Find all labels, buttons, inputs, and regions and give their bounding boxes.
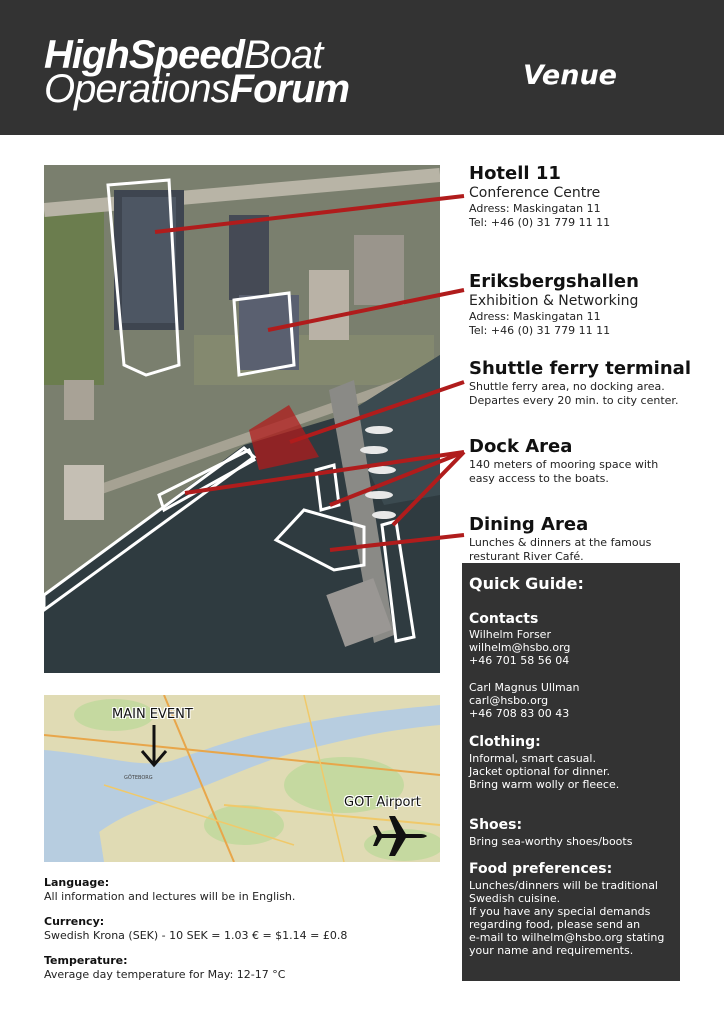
logo-word-operations: Operations <box>44 67 230 111</box>
venue-tel: Tel: +46 (0) 31 779 11 11 <box>469 324 611 337</box>
location-map <box>44 695 440 862</box>
venue-hotell <box>469 163 719 230</box>
contact-carl: Carl Magnus Ullman carl@hsbo.org +46 708 83 00 43 <box>469 681 580 720</box>
venue-title: Dining Area <box>469 514 589 535</box>
map-illustration <box>44 695 440 862</box>
pointer-ferry <box>290 382 464 442</box>
currency-text: Swedish Krona (SEK) - 10 SEK = 1.03 € = $1.14 = £0.8 <box>44 929 348 942</box>
venue-dining-area <box>469 514 719 564</box>
logo-word-highspeed: HighSpeed <box>44 33 244 77</box>
temperature-text: Average day temperature for May: 12-17 °C <box>44 968 286 981</box>
shoes-heading: Shoes: <box>469 817 523 833</box>
venue-title: Eriksbergshallen <box>469 271 639 292</box>
venue-title: Shuttle ferry terminal <box>469 358 691 379</box>
food-text: Lunches/dinners will be traditional Swedish cuisine. If you have any special demands regarding food, please send an e-mail to wilhelm@hsbo.org stating your name and requirements. <box>469 879 665 957</box>
pointer-eriksbergshallen <box>268 290 464 330</box>
language-heading: Language: <box>44 876 110 889</box>
venue-desc-line: resturant River Café. <box>469 550 584 563</box>
venue-tel: Tel: +46 (0) 31 779 11 11 <box>469 216 611 229</box>
venue-dock-area <box>469 436 719 486</box>
temperature-heading: Temperature: <box>44 954 128 967</box>
shoes-text: Bring sea-worthy shoes/boots <box>469 835 633 848</box>
venue-desc-line: Shuttle ferry area, no docking area. <box>469 380 665 393</box>
airport-label: GOT Airport <box>344 795 421 810</box>
language-text: All information and lectures will be in English. <box>44 890 296 903</box>
quick-guide-title: Quick Guide: <box>469 574 584 593</box>
section-title: Venue <box>523 60 617 91</box>
venue-title: Dock Area <box>469 436 573 457</box>
contact-wilhelm: Wilhelm Forser wilhelm@hsbo.org +46 701 58 56 04 <box>469 628 571 667</box>
venue-subtitle: Exhibition & Networking <box>469 293 639 309</box>
venue-desc-line: easy access to the boats. <box>469 472 609 485</box>
venue-desc-line: 140 meters of mooring space with <box>469 458 659 471</box>
pointer-dock-3 <box>393 452 464 525</box>
food-heading: Food preferences: <box>469 861 613 877</box>
venue-address: Adress: Maskingatan 11 <box>469 202 601 215</box>
logo-word-forum: Forum <box>229 67 350 111</box>
logo-word-boat: Boat <box>243 33 323 77</box>
venue-eriksbergshallen <box>469 271 719 338</box>
currency-heading: Currency: <box>44 915 105 928</box>
clothing-heading: Clothing: <box>469 734 541 750</box>
pointer-dining <box>330 535 464 550</box>
pointer-dock-1 <box>185 452 464 493</box>
clothing-text: Informal, smart casual. Jacket optional for dinner. Bring warm wolly or fleece. <box>469 752 620 791</box>
main-event-label: MAIN EVENT <box>112 707 193 722</box>
venue-shuttle-ferry <box>469 358 719 408</box>
contacts-heading: Contacts <box>469 611 539 627</box>
venue-title: Hotell 11 <box>469 163 561 184</box>
venue-address: Adress: Maskingatan 11 <box>469 310 601 323</box>
venue-subtitle: Conference Centre <box>469 185 601 201</box>
quick-guide-panel <box>462 563 680 981</box>
venue-desc-line: Departes every 20 min. to city center. <box>469 394 679 407</box>
venue-desc-line: Lunches & dinners at the famous <box>469 536 652 549</box>
practical-info <box>44 876 444 982</box>
city-label: GÖTEBORG <box>124 775 153 781</box>
pointer-hotell <box>155 196 464 232</box>
